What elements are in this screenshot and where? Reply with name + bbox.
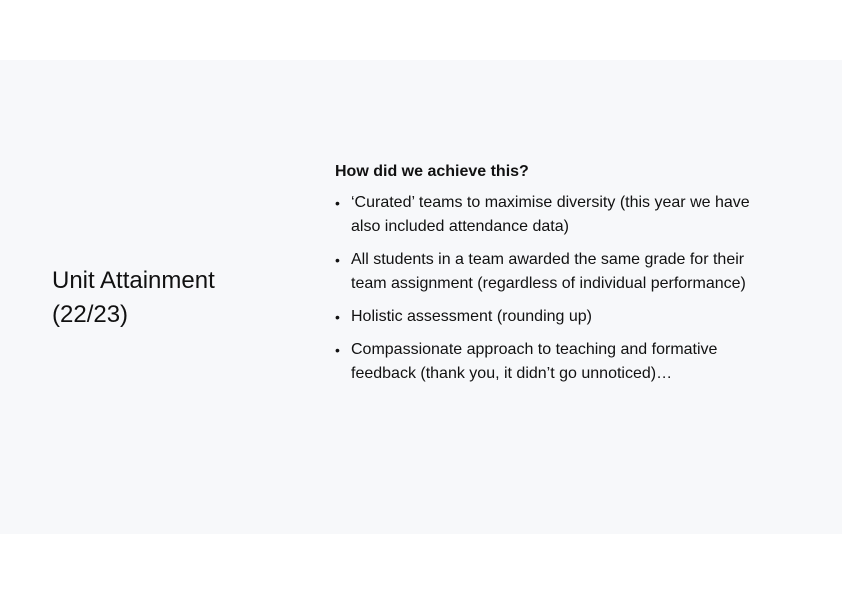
bullet-item-1 (335, 191, 775, 239)
slide-title (52, 264, 215, 332)
bullet-text: Compassionate approach to teaching and formative feedback (thank you, it didn’t go unnoticed)… (351, 341, 718, 382)
bullet-dot-icon: • (335, 195, 340, 211)
bullet-text: Holistic assessment (rounding up) (351, 308, 592, 325)
bullet-dot-icon: • (335, 252, 340, 268)
bullet-item-3 (335, 305, 775, 329)
bullet-dot-icon: • (335, 342, 340, 358)
bullet-text: All students in a team awarded the same grade for their team assignment (regardless of individual performance) (351, 251, 746, 292)
slide-content (335, 160, 775, 395)
slide-title-line-2: (22/23) (52, 301, 129, 328)
slide-title-line-1: Unit Attainment (52, 267, 215, 294)
bullet-text: ‘Curated’ teams to maximise diversity (this year we have also included attendance data) (351, 194, 750, 235)
bullet-item-4 (335, 338, 775, 386)
bullet-list (335, 191, 775, 386)
bullet-item-2 (335, 248, 775, 296)
bullet-dot-icon: • (335, 309, 340, 325)
content-heading: How did we achieve this? (335, 163, 529, 180)
